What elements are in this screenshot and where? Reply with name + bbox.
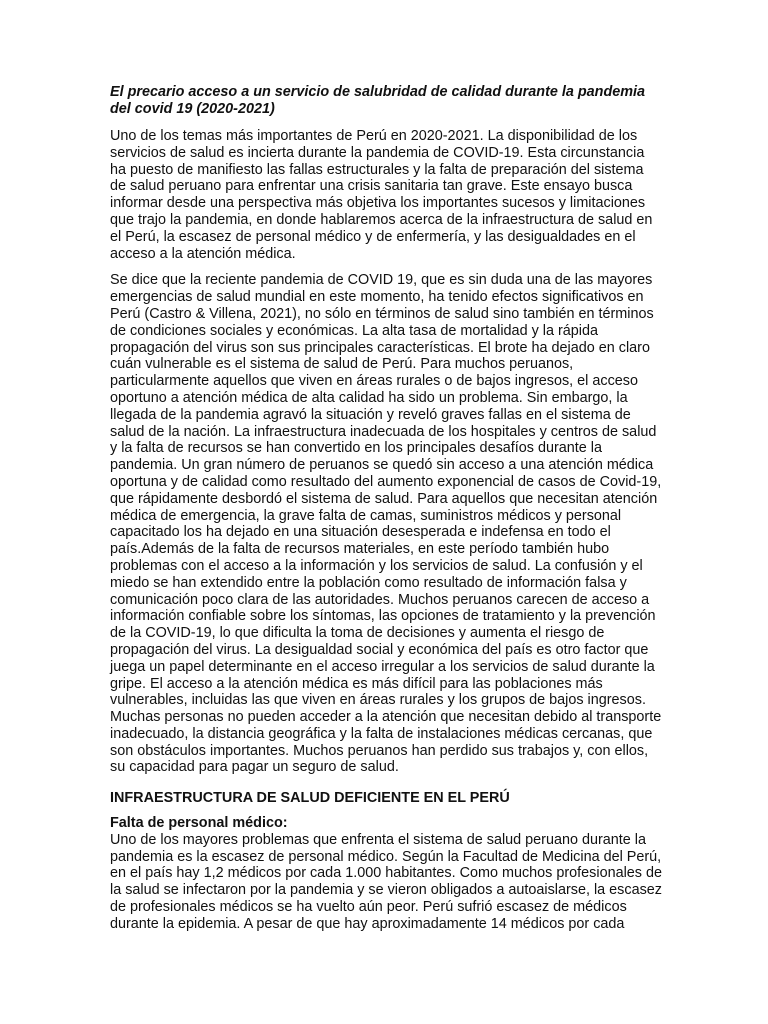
subheading: Falta de personal médico:	[110, 815, 288, 832]
document-title: El precario acceso a un servicio de salubridad de calidad durante la pandemia del covid 19 (2020-2021)	[110, 84, 646, 117]
section-heading: INFRAESTRUCTURA DE SALUD DEFICIENTE EN EL PERÚ	[110, 790, 510, 807]
document-body	[110, 84, 662, 933]
body-paragraph: Se dice que la reciente pandemia de COVID 19, que es sin duda una de las mayores emergencias de salud mundial en este momento, ha tenido efectos significativos en Perú (Castro & Villena, 2021), no sólo en términos de salud sino también en términos de condiciones sociales y económicas. La alta tasa de mortalidad y la rápida propagación del virus son sus principales características. El brote ha dejado en claro cuán vulnerable es el sistema de salud de Perú. Para muchos peruanos, particularmente aquellos que viven en áreas rurales o de bajos ingresos, el acceso oportuno a atención médica de alta calidad ha sido un problema. Sin embargo, la llegada de la pandemia agravó la situación y reveló graves fallas en el sistema de salud de la nación. La infraestructura inadecuada de los hospitales y centros de salud y la falta de recursos se han convertido en los principales desafíos durante la pandemia. Un gran número de peruanos se quedó sin acceso a una atención médica oportuna y de calidad como resultado del aumento exponencial de casos de Covid-19, que rápidamente desbordó el sistema de salud. Para aquellos que necesitan atención médica de emergencia, la grave falta de camas, suministros médicos y personal capacitado los ha dejado en una situación desesperada e indefensa en todo el país.Además de la falta de recursos materiales, en este período también hubo problemas con el acceso a la información y los servicios de salud. La confusión y el miedo se han extendido entre la población como resultado de información falsa y comunicación poco clara de las autoridades. Muchos peruanos carecen de acceso a información confiable sobre los síntomas, las opciones de tratamiento y la prevención de la COVID-19, lo que dificulta la toma de decisiones y aumenta el riesgo de propagación del virus. La desigualdad social y económica del país es otro factor que juega un papel determinante en el acceso irregular a los servicios de salud durante la gripe. El acceso a la atención médica es más difícil para las poblaciones más vulnerables, incluidas las que viven en áreas rurales y los grupos de bajos ingresos. Muchas personas no pueden acceder a la atención que necesitan debido al transporte inadecuado, la distancia geográfica y la falta de instalaciones médicas cercanas, que son obstáculos importantes. Muchos peruanos han perdido sus trabajos y, con ellos, su capacidad para pagar un seguro de salud.	[110, 272, 662, 776]
intro-paragraph: Uno de los temas más importantes de Perú en 2020-2021. La disponibilidad de los servicios de salud es incierta durante la pandemia de COVID-19. Esta circunstancia ha puesto de manifiesto las fallas estructurales y la falta de preparación del sistema de salud peruano para enfrentar una crisis sanitaria tan grave. Este ensayo busca informar desde una perspectiva más objetiva los importantes sucesos y limitaciones que trajo la pandemia, en donde hablaremos acerca de la infraestructura de salud en el Perú, la escasez de personal médico y de enfermería, y las desigualdades en el acceso a la atención médica.	[110, 128, 653, 262]
section-paragraph: Uno de los mayores problemas que enfrenta el sistema de salud peruano durante la pandemia es la escasez de personal médico. Según la Facultad de Medicina del Perú, en el país hay 1,2 médicos por cada 1.000 habitantes. Como muchos profesionales de la salud se infectaron por la pandemia y se vieron obligados a autoaislarse, la escasez de profesionales médicos se ha vuelto aún peor. Perú sufrió escasez de médicos durante la epidemia. A pesar de que hay aproximadamente 14 médicos por cada	[110, 831, 662, 932]
